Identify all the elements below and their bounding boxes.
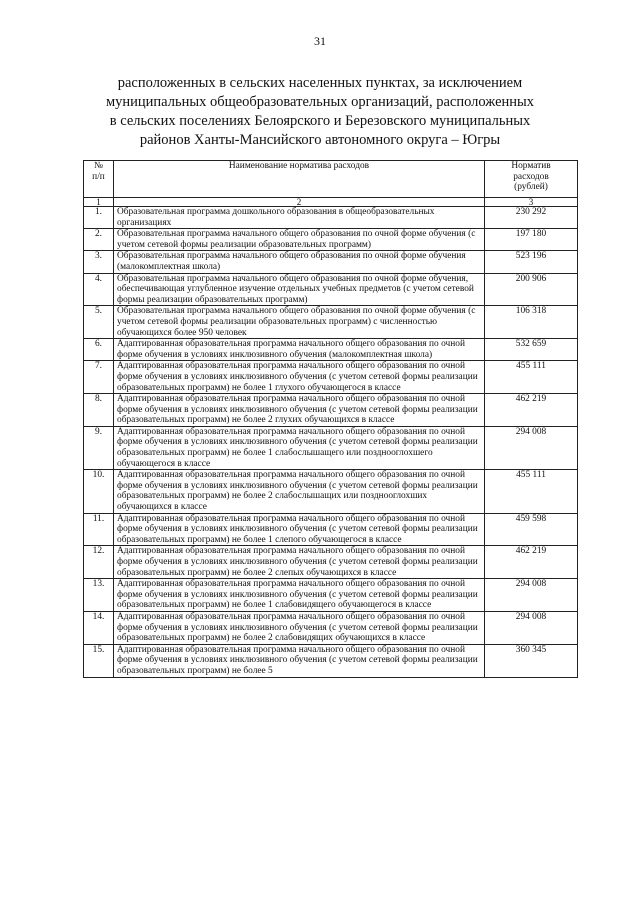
row-name: Адаптированная образовательная программа начального общего образования по очной форме обучения в условиях инклюзивного обучения (с учетом сетевой формы реализации образовательных программ) не более 2 слабовидящих обучающихся в классе <box>114 611 485 644</box>
title-line: в сельских поселениях Белоярского и Березовского муниципальных <box>109 113 531 129</box>
table-header-row <box>84 161 578 198</box>
table-row <box>84 229 578 251</box>
row-number: 15. <box>84 644 114 677</box>
row-name: Адаптированная образовательная программа начального общего образования по очной форме обучения в условиях инклюзивного обучения (малокомплектная школа) <box>114 339 485 361</box>
row-name: Образовательная программа начального общего образования по очной форме обучения (малокомплектная школа) <box>114 251 485 273</box>
row-number: 9. <box>84 426 114 469</box>
row-value: 106 318 <box>485 306 578 339</box>
row-value: 455 111 <box>485 361 578 394</box>
row-name: Адаптированная образовательная программа начального общего образования по очной форме обучения в условиях инклюзивного обучения (с учетом сетевой формы реализации образовательных программ) не более 2 глухих обучающихся в классе <box>114 394 485 427</box>
row-name: Адаптированная образовательная программа начального общего образования по очной форме обучения в условиях инклюзивного обучения (с учетом сетевой формы реализации образовательных программ) не более 1 глухого обучающегося в классе <box>114 361 485 394</box>
row-value: 230 292 <box>485 207 578 229</box>
row-number: 5. <box>84 306 114 339</box>
table-row <box>84 579 578 612</box>
table-row <box>84 306 578 339</box>
column-index-row <box>84 198 578 207</box>
row-value: 462 219 <box>485 546 578 579</box>
row-number: 7. <box>84 361 114 394</box>
row-name: Образовательная программа начального общего образования по очной форме обучения, обеспечивающая углубленное изучение отдельных учебных предметов (с учетом сетевой формы реализации образовательных программ) <box>114 273 485 306</box>
table-row <box>84 361 578 394</box>
row-number: 14. <box>84 611 114 644</box>
row-number: 12. <box>84 546 114 579</box>
row-name: Адаптированная образовательная программа начального общего образования по очной форме обучения в условиях инклюзивного обучения (с учетом сетевой формы реализации образовательных программ) не более 1 слепого обучающегося в классе <box>114 513 485 546</box>
row-value: 462 219 <box>485 394 578 427</box>
page-number: 31 <box>314 34 326 48</box>
table-body <box>84 207 578 678</box>
document-title <box>60 74 580 150</box>
row-number: 8. <box>84 394 114 427</box>
table-row <box>84 251 578 273</box>
row-value: 459 598 <box>485 513 578 546</box>
column-index: 3 <box>485 198 578 207</box>
table-row <box>84 207 578 229</box>
row-number: 10. <box>84 470 114 513</box>
row-number: 1. <box>84 207 114 229</box>
title-line: расположенных в сельских населенных пунктах, за исключением <box>117 75 523 91</box>
row-number: 11. <box>84 513 114 546</box>
row-number: 3. <box>84 251 114 273</box>
header-num: № п/п <box>84 161 114 198</box>
row-value: 200 906 <box>485 273 578 306</box>
row-value: 197 180 <box>485 229 578 251</box>
row-number: 13. <box>84 579 114 612</box>
row-name: Образовательная программа дошкольного образования в общеобразовательных организациях <box>114 207 485 229</box>
table-row <box>84 426 578 469</box>
row-name: Адаптированная образовательная программа начального общего образования по очной форме обучения в условиях инклюзивного обучения (с учетом сетевой формы реализации образовательных программ) не более 2 слабослышащих или позднооглохших обучающихся в классе <box>114 470 485 513</box>
header-name: Наименование норматива расходов <box>114 161 485 198</box>
table-row <box>84 339 578 361</box>
header-value: Норматив расходов (рублей) <box>485 161 578 198</box>
row-name: Образовательная программа начального общего образования по очной форме обучения (с учетом сетевой формы реализации образовательных программ) с численностью обучающихся более 950 человек <box>114 306 485 339</box>
row-name: Адаптированная образовательная программа начального общего образования по очной форме обучения в условиях инклюзивного обучения (с учетом сетевой формы реализации образовательных программ) не более 5 <box>114 644 485 677</box>
row-number: 4. <box>84 273 114 306</box>
row-number: 2. <box>84 229 114 251</box>
table-row <box>84 644 578 677</box>
row-value: 532 659 <box>485 339 578 361</box>
row-number: 6. <box>84 339 114 361</box>
row-value: 294 008 <box>485 579 578 612</box>
title-line: муниципальных общеобразовательных организаций, расположенных <box>105 94 535 110</box>
row-value: 294 008 <box>485 426 578 469</box>
row-value: 523 196 <box>485 251 578 273</box>
table-row <box>84 513 578 546</box>
table-row <box>84 470 578 513</box>
table-row <box>84 273 578 306</box>
row-value: 360 345 <box>485 644 578 677</box>
table-row <box>84 611 578 644</box>
row-name: Адаптированная образовательная программа начального общего образования по очной форме обучения в условиях инклюзивного обучения (с учетом сетевой формы реализации образовательных программ) не более 1 слабовидящего обучающегося в классе <box>114 579 485 612</box>
column-index: 1 <box>84 198 114 207</box>
row-value: 294 008 <box>485 611 578 644</box>
row-name: Образовательная программа начального общего образования по очной форме обучения (с учетом сетевой формы реализации образовательных программ) <box>114 229 485 251</box>
row-name: Адаптированная образовательная программа начального общего образования по очной форме обучения в условиях инклюзивного обучения (с учетом сетевой формы реализации образовательных программ) не более 1 слабослышащего или позднооглохшего обучающегося в классе <box>114 426 485 469</box>
table-row <box>84 394 578 427</box>
row-value: 455 111 <box>485 470 578 513</box>
title-line: районов Ханты-Мансийского автономного округа – Югры <box>139 132 501 148</box>
column-index: 2 <box>114 198 485 207</box>
table-row <box>84 546 578 579</box>
row-name: Адаптированная образовательная программа начального общего образования по очной форме обучения в условиях инклюзивного обучения (с учетом сетевой формы реализации образовательных программ) не более 2 слепых обучающихся в классе <box>114 546 485 579</box>
norms-table <box>83 160 578 678</box>
